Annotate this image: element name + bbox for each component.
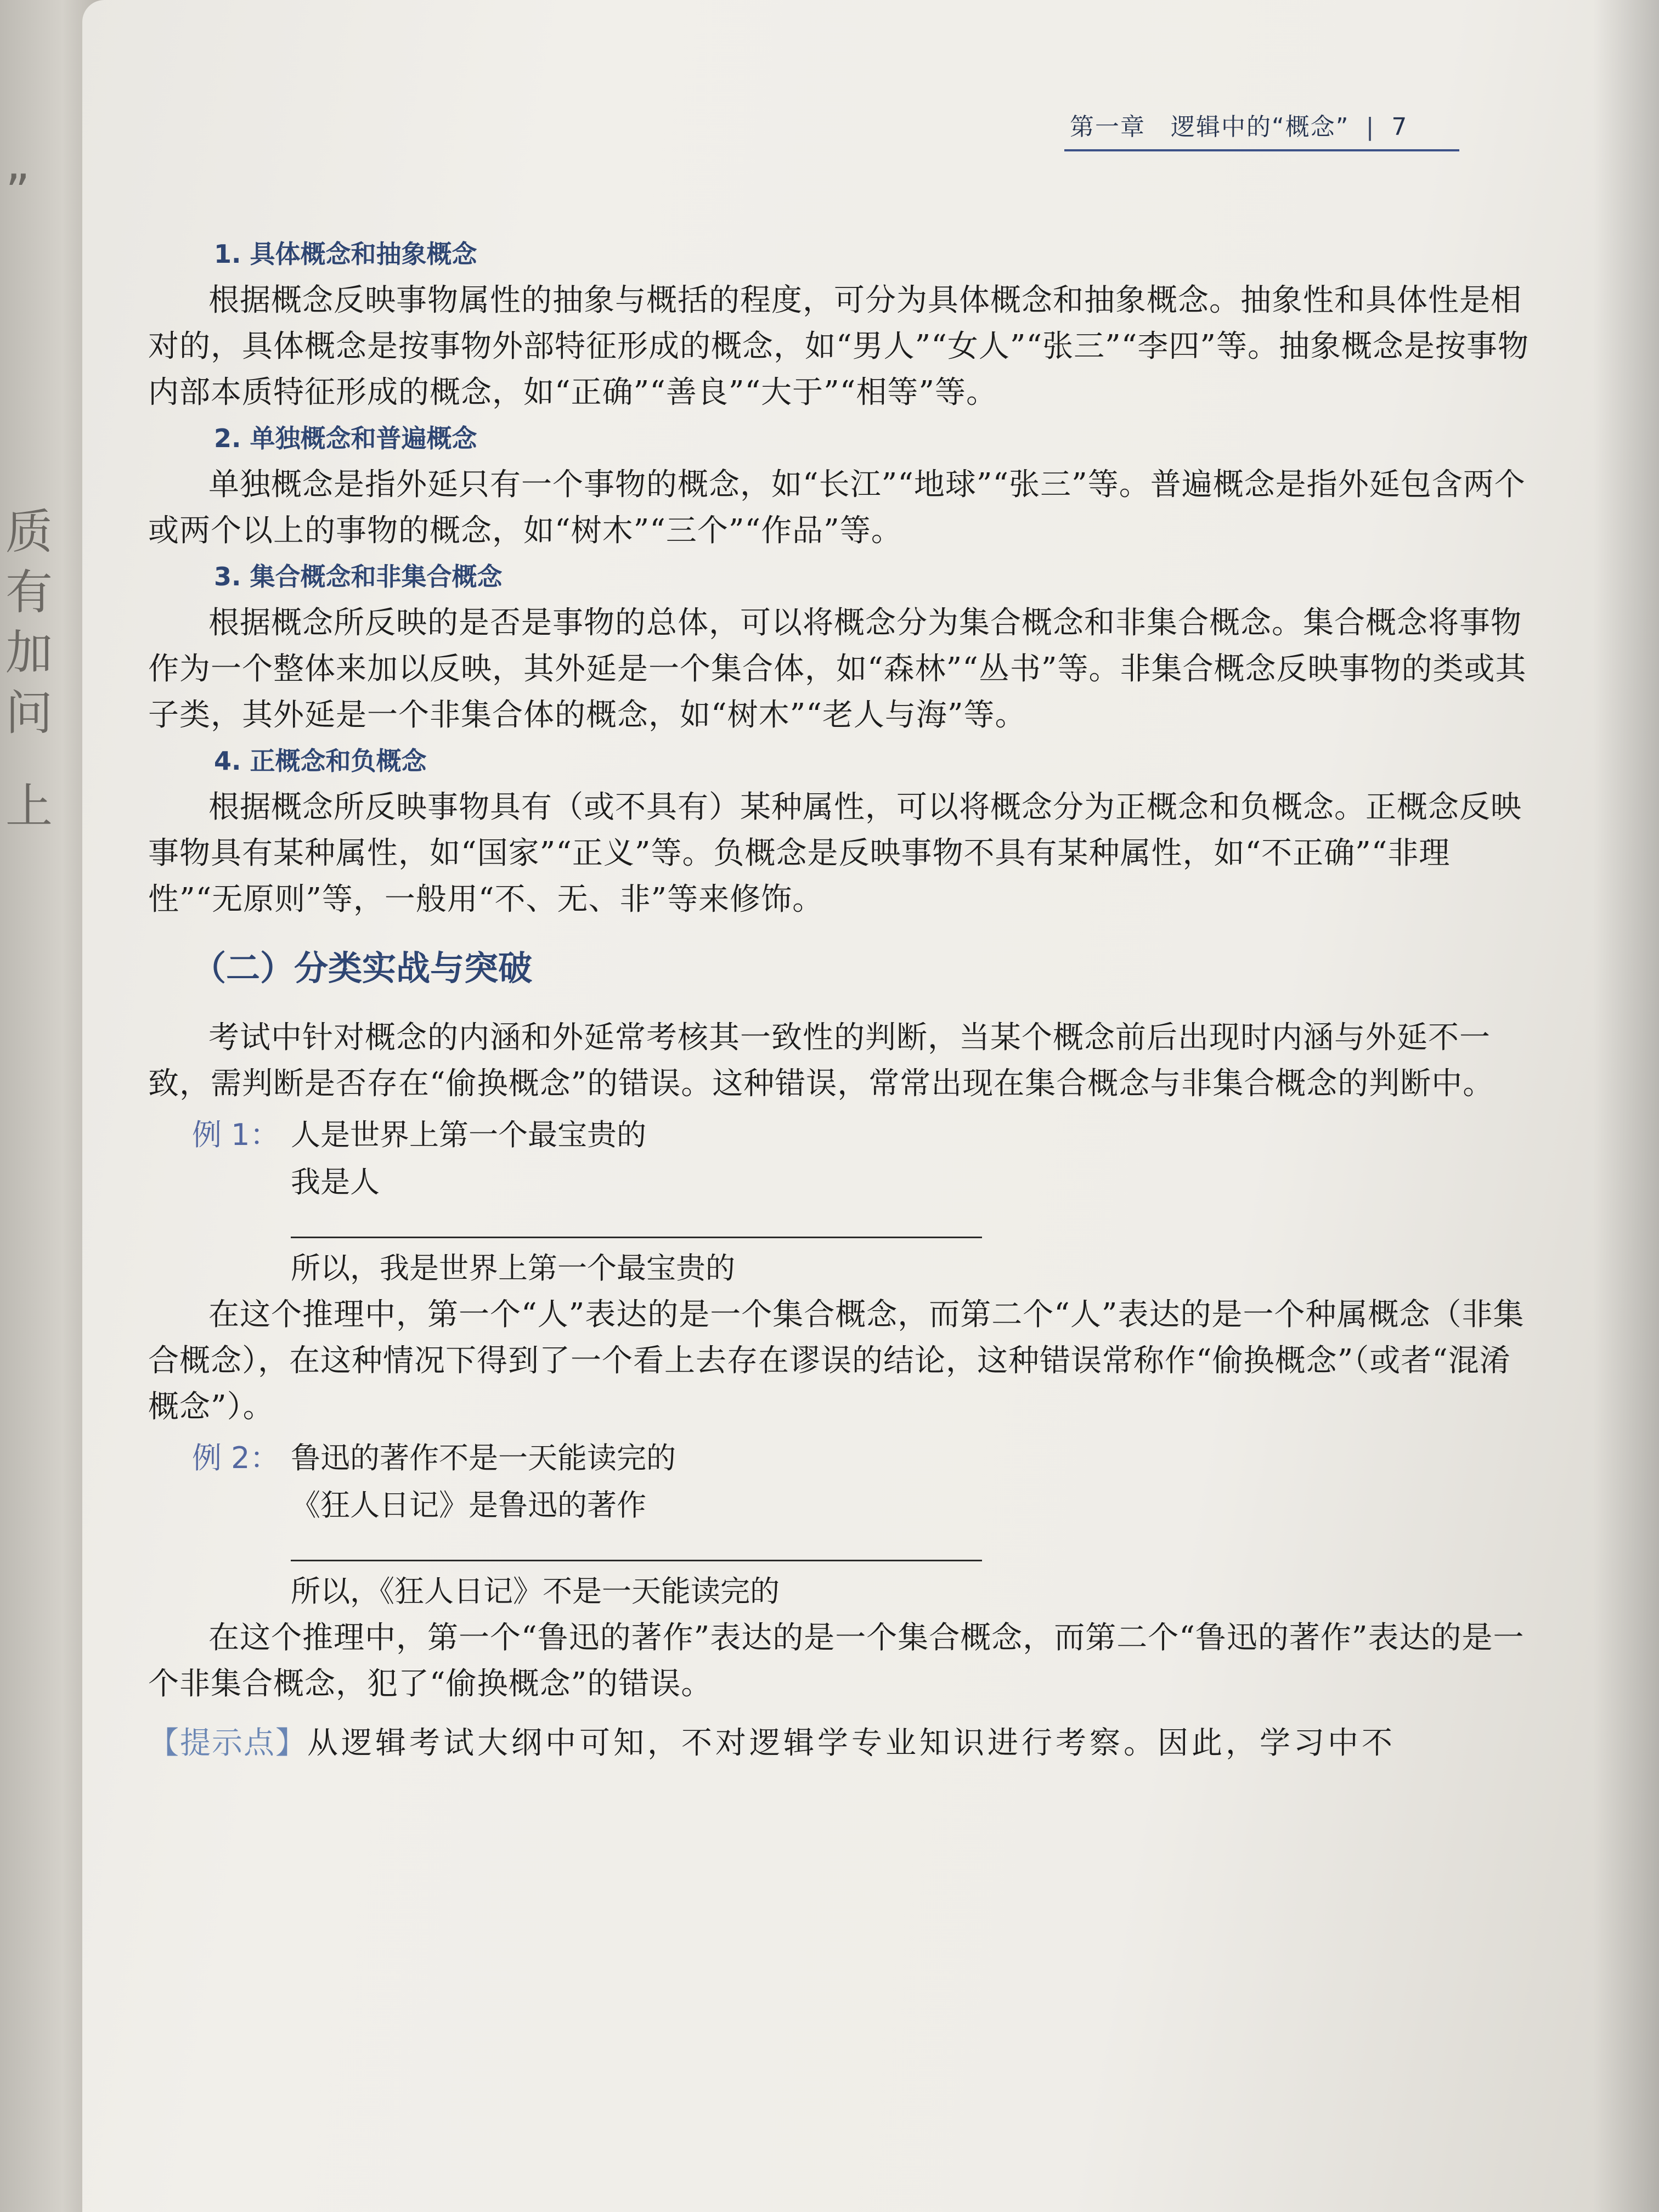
- subsection-text: 根据概念反映事物属性的抽象与概括的程度，可分为具体概念和抽象概念。抽象性和具体性是相对的，具体概念是按事物外部特征形成的概念，如“男人”“女人”“张三”“李四”等。抽象概念是按事物内部本质特征形成的概念，如“正确”“善良”“大于”“相等”等。: [148, 283, 1530, 410]
- tip-text: 从逻辑考试大纲中可知，不对逻辑学专业知识进行考察。因此，学习中不: [307, 1725, 1396, 1761]
- facing-page-glyph: 上: [5, 779, 53, 834]
- example-1: [192, 1111, 1531, 1292]
- facing-page-glyph: 质: [5, 505, 53, 560]
- header-rule: [1064, 149, 1459, 151]
- subsection-heading: 4. 正概念和负概念: [214, 746, 427, 776]
- syllogism-rule: [291, 1237, 982, 1238]
- subsection-heading: 2. 单独概念和普遍概念: [214, 424, 477, 453]
- subsection-text: 根据概念所反映事物具有（或不具有）某种属性，可以将概念分为正概念和负概念。正概念反映事物具有某种属性，如“国家”“正义”等。负概念是反映事物不具有某种属性，如“不正确”“非理性”“无原则”等，一般用“不、无、非”等来修饰。: [148, 789, 1522, 917]
- example-explanation: 在这个推理中，第一个“人”表达的是一个集合概念，而第二个“人”表达的是一个种属概念（非集合概念），在这种情况下得到了一个看上去存在谬误的结论，这种错误常称作“偷换概念”（或者“混淆概念”）。: [148, 1297, 1525, 1425]
- example-premise: 《狂人日记》是鲁迅的著作: [291, 1488, 646, 1522]
- intro-paragraph: 考试中针对概念的内涵和外延常考核其一致性的判断，当某个概念前后出现时内涵与外延不一致，需判断是否存在“偷换概念”的错误。这种错误，常常出现在集合概念与非集合概念的判断中。: [148, 1020, 1494, 1102]
- tip-paragraph: [148, 1720, 1531, 1767]
- chapter-title: 逻辑中的“概念”: [1171, 113, 1350, 141]
- page-number: 7: [1391, 113, 1408, 141]
- example-premise: 人是世界上第一个最宝贵的: [291, 1118, 646, 1152]
- facing-page-glyph: ”: [5, 165, 30, 219]
- page-content: [148, 236, 1531, 1767]
- chapter-label: 第一章: [1070, 113, 1146, 141]
- subsection-text: 根据概念所反映的是否是事物的总体，可以将概念分为集合概念和非集合概念。集合概念将事物作为一个整体来加以反映，其外延是一个集合体，如“森林”“丛书”等。非集合概念反映事物的类或其子类，其外延是一个非集合体的概念，如“树木”“老人与海”等。: [148, 605, 1527, 733]
- example-label: 例 1：: [192, 1118, 280, 1152]
- facing-page-glyph: 加: [5, 625, 53, 680]
- header-separator: |: [1365, 113, 1375, 141]
- example-explanation: 在这个推理中，第一个“鲁迅的著作”表达的是一个集合概念，而第二个“鲁迅的著作”表达的是一个非集合概念，犯了“偷换概念”的错误。: [148, 1620, 1525, 1702]
- example-conclusion: 所以，我是世界上第一个最宝贵的: [291, 1251, 735, 1285]
- subsection-heading: 3. 集合概念和非集合概念: [214, 562, 503, 591]
- example-premise: 我是人: [291, 1165, 380, 1199]
- example-label: 例 2：: [192, 1441, 280, 1475]
- subsection-text: 单独概念是指外延只有一个事物的概念，如“长江”“地球”“张三”等。普遍概念是指外延包含两个或两个以上的事物的概念，如“树木”“三个”“作品”等。: [148, 467, 1526, 549]
- running-header: [1070, 107, 1408, 142]
- example-premise: 鲁迅的著作不是一天能读完的: [291, 1441, 676, 1475]
- facing-page-glyph: 问: [5, 686, 53, 741]
- example-2: [192, 1435, 1531, 1615]
- subsection-heading: 1. 具体概念和抽象概念: [214, 239, 477, 269]
- spine-shadow: [1593, 0, 1659, 2212]
- tip-label: 【提示点】: [148, 1725, 307, 1761]
- syllogism-rule: [291, 1560, 982, 1561]
- example-conclusion: 所以，《狂人日记》不是一天能读完的: [291, 1574, 780, 1609]
- facing-page-glyph: 有: [5, 565, 53, 620]
- section-title: （二）分类实战与突破: [192, 948, 533, 988]
